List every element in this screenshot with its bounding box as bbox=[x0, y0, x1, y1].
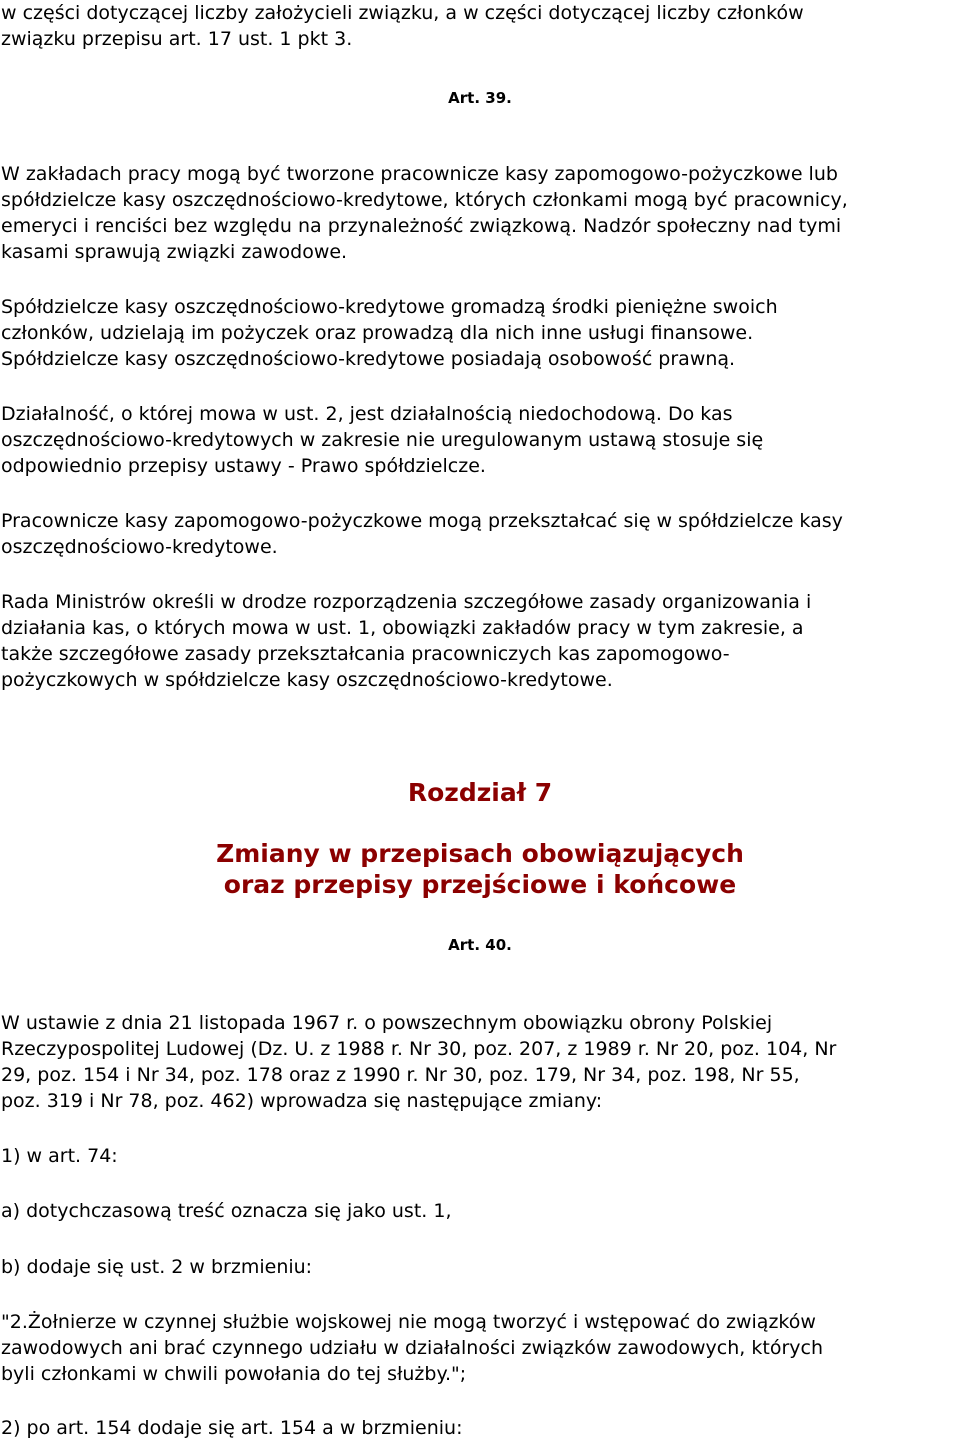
article-39-heading: Art. 39. bbox=[448, 89, 512, 107]
article-40-heading: Art. 40. bbox=[448, 936, 512, 954]
paragraph-art39-3 bbox=[1, 401, 959, 479]
text-line: 29, poz. 154 i Nr 34, poz. 178 oraz z 1990 r. Nr 30, poz. 179, Nr 34, poz. 198, Nr 55, bbox=[1, 1064, 800, 1086]
chapter-number: Rozdział 7 bbox=[407, 778, 553, 807]
text-line: byli członkami w chwili powołania do tej służby."; bbox=[1, 1363, 467, 1385]
chapter-title bbox=[0, 838, 960, 900]
text-line: oszczędnościowo-kredytowe. bbox=[1, 536, 278, 558]
text-line: 2) po art. 154 dodaje się art. 154 a w brzmieniu: bbox=[1, 1417, 463, 1439]
paragraph-art40-6 bbox=[1, 1415, 959, 1441]
paragraph-art39-1 bbox=[1, 161, 959, 265]
text-line: W zakładach pracy mogą być tworzone pracownicze kasy zapomogowo-pożyczkowe lub bbox=[1, 163, 838, 185]
paragraph-art40-3 bbox=[1, 1198, 959, 1224]
text-line: W ustawie z dnia 21 listopada 1967 r. o powszechnym obowiązku obrony Polskiej bbox=[1, 1012, 773, 1034]
text-line: związku przepisu art. 17 ust. 1 pkt 3. bbox=[1, 28, 353, 50]
text-line: Pracownicze kasy zapomogowo-pożyczkowe mogą przekształcać się w spółdzielcze kasy bbox=[1, 510, 843, 532]
text-line: oszczędnościowo-kredytowych w zakresie nie uregulowanym ustawą stosuje się bbox=[1, 429, 764, 451]
text-line: Rzeczypospolitej Ludowej (Dz. U. z 1988 r. Nr 30, poz. 207, z 1989 r. Nr 20, poz. 104, Nr bbox=[1, 1038, 837, 1060]
text-line: poz. 319 i Nr 78, poz. 462) wprowadza się następujące zmiany: bbox=[1, 1090, 603, 1112]
text-line: a) dotychczasową treść oznacza się jako ust. 1, bbox=[1, 1200, 452, 1222]
text-line: odpowiednio przepisy ustawy - Prawo spółdzielcze. bbox=[1, 455, 486, 477]
paragraph-art40-2 bbox=[1, 1143, 959, 1169]
text-line: b) dodaje się ust. 2 w brzmieniu: bbox=[1, 1256, 313, 1278]
text-line: pożyczkowych w spółdzielcze kasy oszczędnościowo-kredytowe. bbox=[1, 669, 613, 691]
text-line: 1) w art. 74: bbox=[1, 1145, 118, 1167]
chapter-title-line: oraz przepisy przejściowe i końcowe bbox=[223, 870, 737, 899]
text-line: Spółdzielcze kasy oszczędnościowo-kredytowe gromadzą środki pieniężne swoich bbox=[1, 296, 778, 318]
text-line: Rada Ministrów określi w drodze rozporządzenia szczegółowe zasady organizowania i bbox=[1, 591, 812, 613]
paragraph-art39-2 bbox=[1, 294, 959, 372]
paragraph-art40-4 bbox=[1, 1254, 959, 1280]
text-line: kasami sprawują związki zawodowe. bbox=[1, 241, 348, 263]
text-line: działania kas, o których mowa w ust. 1, obowiązki zakładów pracy w tym zakresie, a bbox=[1, 617, 804, 639]
paragraph-intro bbox=[1, 0, 959, 52]
chapter-title-line: Zmiany w przepisach obowiązujących bbox=[216, 839, 744, 868]
text-line: Działalność, o której mowa w ust. 2, jest działalnością niedochodową. Do kas bbox=[1, 403, 733, 425]
text-line: członków, udzielają im pożyczek oraz prowadzą dla nich inne usługi finansowe. bbox=[1, 322, 754, 344]
paragraph-art40-5 bbox=[1, 1309, 959, 1387]
text-line: zawodowych ani brać czynnego udziału w działalności związków zawodowych, których bbox=[1, 1337, 823, 1359]
text-line: emeryci i renciści bez względu na przynależność związkową. Nadzór społeczny nad tymi bbox=[1, 215, 842, 237]
text-line: Spółdzielcze kasy oszczędnościowo-kredytowe posiadają osobowość prawną. bbox=[1, 348, 736, 370]
text-line: spółdzielcze kasy oszczędnościowo-kredytowe, których członkami mogą być pracownicy, bbox=[1, 189, 848, 211]
paragraph-art40-1 bbox=[1, 1010, 959, 1114]
text-line: także szczegółowe zasady przekształcania pracowniczych kas zapomogowo- bbox=[1, 643, 730, 665]
paragraph-art39-5 bbox=[1, 589, 959, 693]
paragraph-art39-4 bbox=[1, 508, 959, 560]
text-line: "2.Żołnierze w czynnej służbie wojskowej nie mogą tworzyć i wstępować do związków bbox=[1, 1311, 816, 1333]
text-line: w części dotyczącej liczby założycieli związku, a w części dotyczącej liczby członków bbox=[1, 2, 804, 24]
